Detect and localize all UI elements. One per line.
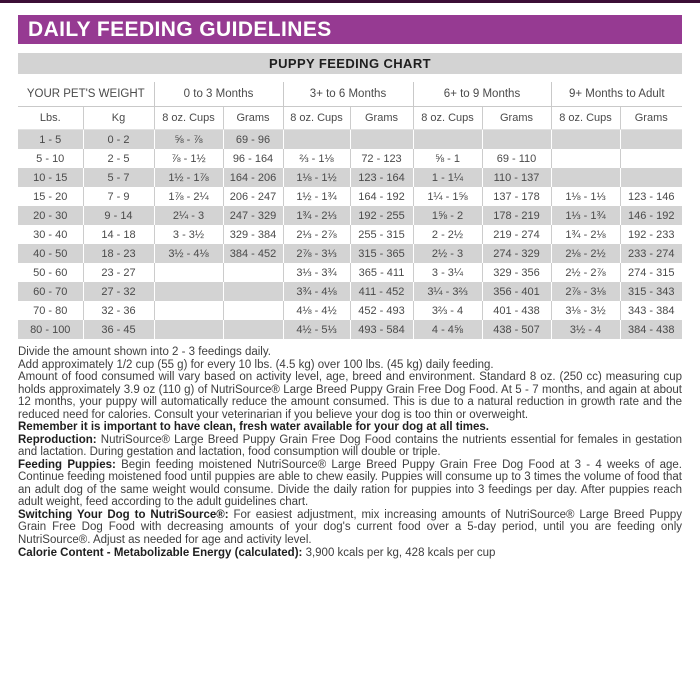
table-cell (154, 301, 223, 320)
table-cell: 219 - 274 (482, 225, 551, 244)
section-reproduction (18, 434, 682, 459)
table-cell: 438 - 507 (482, 320, 551, 339)
table-cell (551, 130, 620, 150)
table-cell: 2⅓ - 2⅞ (283, 225, 350, 244)
table-cell: 1½ - 1⅞ (154, 168, 223, 187)
table-cell: 80 - 100 (30, 323, 71, 336)
table-cell: 15 - 20 (33, 190, 68, 203)
table-cell (413, 130, 482, 150)
table-cell: 30 - 40 (33, 228, 68, 241)
table-cell: 4 - 4⅝ (413, 320, 482, 339)
table-cell: 1 - 5 (39, 133, 62, 146)
table-cell: 1¾ - 2⅓ (283, 206, 350, 225)
table-cell: 123 - 164 (350, 168, 413, 187)
section-feeding-puppies-text: Begin feeding moistened NutriSource® Large Breed Puppy Grain Free Dog Food at 3 - 4 weeks of age. Continue feeding moistened food until puppies are able to chew easily. Puppies will consume up to 3 times the volume of food that an adult dog of the same weight would consume. Divide the daily ration for puppies into 3 feedings per day. After puppies reach adult weight, feed according to the adult guidelines chart. (18, 458, 682, 509)
table-cell (350, 130, 413, 150)
section-feeding-puppies-lead: Feeding Puppies: (18, 458, 116, 471)
table-row (18, 225, 682, 244)
table-cell: 1 - 1¼ (413, 168, 482, 187)
table-cell: 40 - 50 (33, 247, 68, 260)
table-cell (154, 263, 223, 282)
column-header-cups-2: 8 oz. Cups (283, 107, 350, 130)
table-cell: 3½ - 4⅛ (154, 244, 223, 263)
table-cell (223, 263, 283, 282)
table-cell (482, 130, 551, 150)
table-cell: 4½ - 5⅓ (283, 320, 350, 339)
top-accent-strip (0, 0, 700, 3)
table-cell: 3¼ - 3⅔ (413, 282, 482, 301)
chart-subtitle: PUPPY FEEDING CHART (269, 56, 431, 71)
table-cell (620, 168, 682, 187)
table-cell (154, 282, 223, 301)
section-switching-text: For easiest adjustment, mix increasing amounts of NutriSource® Large Breed Puppy Grain Free Dog Food with decreasing amounts of your dog's current food over a 5-day period, until you are feeding only NutriSource®. Adjust as needed for age and activity level. (18, 508, 682, 546)
table-cell: 401 - 438 (482, 301, 551, 320)
table-cell (551, 168, 620, 187)
table-cell (620, 130, 682, 150)
table-cell: ⅔ - 1⅛ (283, 149, 350, 168)
table-cell: 20 - 30 (33, 209, 68, 222)
column-header-grams-4: Grams (620, 107, 682, 130)
table-cell: 2 - 5 (83, 149, 154, 168)
table-cell: 1½ - 1¾ (283, 187, 350, 206)
table-cell: 192 - 233 (620, 225, 682, 244)
table-cell: 178 - 219 (482, 206, 551, 225)
table-cell: 7 - 9 (83, 187, 154, 206)
table-cell: 137 - 178 (482, 187, 551, 206)
table-cell: 3 - 3¼ (413, 263, 482, 282)
table-cell: 329 - 356 (482, 263, 551, 282)
chart-subtitle-bar (18, 53, 682, 74)
section-reproduction-text: NutriSource® Large Breed Puppy Grain Free Dog Food contains the nutrients essential for females in gestation and lactation. During gestation and lactation, food consumption will double or triple. (18, 433, 682, 459)
table-cell: 384 - 452 (223, 244, 283, 263)
table-cell: ⅝ - 1 (413, 149, 482, 168)
table-cell: 27 - 32 (83, 282, 154, 301)
table-cell: 110 - 137 (482, 168, 551, 187)
table-cell: 411 - 452 (350, 282, 413, 301)
table-row (18, 168, 682, 187)
table-cell: 3 - 3½ (154, 225, 223, 244)
table-cell: 315 - 343 (620, 282, 682, 301)
page-title-bar (18, 15, 682, 44)
column-header-cups-4: 8 oz. Cups (551, 107, 620, 130)
note-consumption-paragraph: Amount of food consumed will vary based on activity level, age, breed and environment. Standard 8 oz. (250 cc) measuring cup holds approximately 3.9 oz (110 g) of NutriSource® Large Breed Puppy Grain Free Dog Food. At 5 - 7 months, and again at about 12 months, your puppy will automatically reduce the amount consumed. This is due to a natural reduction in growth rate and the reduced need for calories. Consult your veterinarian if you believe your dog is too thin or overweight. (18, 371, 682, 421)
section-switching-lead: Switching Your Dog to NutriSource®: (18, 508, 229, 521)
column-header-cups-3: 8 oz. Cups (413, 107, 482, 130)
table-cell: 3½ - 4 (551, 320, 620, 339)
column-group-6-9-months: 6+ to 9 Months (413, 82, 551, 107)
table-cell: 3⅔ - 4 (413, 301, 482, 320)
table-cell: 0 - 2 (83, 130, 154, 150)
column-header-cups-1: 8 oz. Cups (154, 107, 223, 130)
table-cell: 206 - 247 (223, 187, 283, 206)
table-cell: 146 - 192 (620, 206, 682, 225)
column-group-pets-weight: YOUR PET'S WEIGHT (18, 82, 154, 107)
column-group-9-months-adult: 9+ Months to Adult (551, 82, 682, 107)
table-cell: 1⅛ - 1½ (283, 168, 350, 187)
table-row (18, 320, 682, 339)
table-cell: 2¼ - 3 (154, 206, 223, 225)
table-cell: 3¾ - 4⅛ (283, 282, 350, 301)
column-header-lbs: Lbs. (18, 107, 83, 130)
table-row (18, 130, 682, 150)
column-group-0-3-months: 0 to 3 Months (154, 82, 283, 107)
table-row (18, 282, 682, 301)
table-row (18, 206, 682, 225)
table-cell: 3⅓ - 3¾ (283, 263, 350, 282)
section-switching (18, 509, 682, 547)
table-cell: ⅞ - 1½ (154, 149, 223, 168)
table-cell (620, 149, 682, 168)
table-row (18, 263, 682, 282)
table-cell: 1⅛ - 1⅓ (551, 187, 620, 206)
table-row (18, 149, 682, 168)
note-over-100-lbs: Add approximately 1/2 cup (55 g) for every 10 lbs. (4.5 kg) over 100 lbs. (45 kg) daily feeding. (18, 358, 494, 371)
column-header-grams-3: Grams (482, 107, 551, 130)
table-cell: 233 - 274 (620, 244, 682, 263)
table-cell: 274 - 329 (482, 244, 551, 263)
table-cell: 384 - 438 (620, 320, 682, 339)
calorie-content-lead: Calorie Content - Metabolizable Energy (calculated): (18, 546, 303, 559)
column-header-grams-2: Grams (350, 107, 413, 130)
table-cell: 452 - 493 (350, 301, 413, 320)
table-cell (223, 301, 283, 320)
table-cell: ⅝ - ⅞ (154, 130, 223, 150)
note-fresh-water: Remember it is important to have clean, fresh water available for your dog at all times. (18, 421, 490, 434)
table-cell: 356 - 401 (482, 282, 551, 301)
table-cell: 10 - 15 (33, 171, 68, 184)
calorie-content-line (18, 547, 682, 560)
table-cell: 70 - 80 (33, 304, 68, 317)
table-cell: 274 - 315 (620, 263, 682, 282)
table-cell: 247 - 329 (223, 206, 283, 225)
table-cell: 164 - 192 (350, 187, 413, 206)
table-row (18, 244, 682, 263)
table-cell: 69 - 96 (223, 130, 283, 150)
page-title: DAILY FEEDING GUIDELINES (28, 18, 332, 41)
table-cell: 5 - 7 (83, 168, 154, 187)
table-cell: 255 - 315 (350, 225, 413, 244)
table-cell: 329 - 384 (223, 225, 283, 244)
column-header-kg: Kg (83, 107, 154, 130)
table-cell: 3⅛ - 3½ (551, 301, 620, 320)
table-cell: 1¾ - 2⅛ (551, 225, 620, 244)
table-cell: 23 - 27 (83, 263, 154, 282)
note-feedings-daily: Divide the amount shown into 2 - 3 feedings daily. (18, 346, 271, 358)
table-cell: 18 - 23 (83, 244, 154, 263)
table-cell: 50 - 60 (33, 266, 68, 279)
table-cell (223, 282, 283, 301)
table-cell: 164 - 206 (223, 168, 283, 187)
table-cell: 72 - 123 (350, 149, 413, 168)
table-cell: 2⅛ - 2½ (551, 244, 620, 263)
table-cell: 2⅞ - 3⅓ (283, 244, 350, 263)
footer-notes (18, 346, 682, 559)
column-header-grams-1: Grams (223, 107, 283, 130)
table-cell: 343 - 384 (620, 301, 682, 320)
table-cell: 123 - 146 (620, 187, 682, 206)
table-cell: 5 - 10 (36, 152, 65, 165)
table-cell: 2½ - 2⅞ (551, 263, 620, 282)
table-cell: 1⅓ - 1¾ (551, 206, 620, 225)
table-cell: 315 - 365 (350, 244, 413, 263)
table-cell: 192 - 255 (350, 206, 413, 225)
table-cell: 365 - 411 (350, 263, 413, 282)
column-header-row (18, 107, 682, 130)
table-cell: 60 - 70 (33, 285, 68, 298)
puppy-feeding-table (18, 82, 682, 339)
table-cell: 1⅞ - 2¼ (154, 187, 223, 206)
calorie-content-text: 3,900 kcals per kg, 428 kcals per cup (305, 546, 496, 559)
column-group-3-6-months: 3+ to 6 Months (283, 82, 413, 107)
table-cell: 32 - 36 (83, 301, 154, 320)
table-cell: 14 - 18 (83, 225, 154, 244)
table-cell: 4⅛ - 4½ (283, 301, 350, 320)
section-feeding-puppies (18, 459, 682, 509)
table-cell: 2⅞ - 3⅛ (551, 282, 620, 301)
table-cell (154, 320, 223, 339)
table-cell (223, 320, 283, 339)
table-cell (283, 130, 350, 150)
table-row (18, 301, 682, 320)
table-cell: 2 - 2½ (413, 225, 482, 244)
table-cell: 96 - 164 (223, 149, 283, 168)
table-cell: 1⅝ - 2 (413, 206, 482, 225)
table-cell: 493 - 584 (350, 320, 413, 339)
table-cell: 36 - 45 (83, 320, 154, 339)
table-cell: 9 - 14 (83, 206, 154, 225)
table-cell: 2½ - 3 (413, 244, 482, 263)
table-cell: 69 - 110 (482, 149, 551, 168)
column-group-header-row (18, 82, 682, 107)
table-row (18, 187, 682, 206)
table-cell: 1¼ - 1⅝ (413, 187, 482, 206)
table-cell (551, 149, 620, 168)
section-reproduction-lead: Reproduction: (18, 433, 97, 446)
